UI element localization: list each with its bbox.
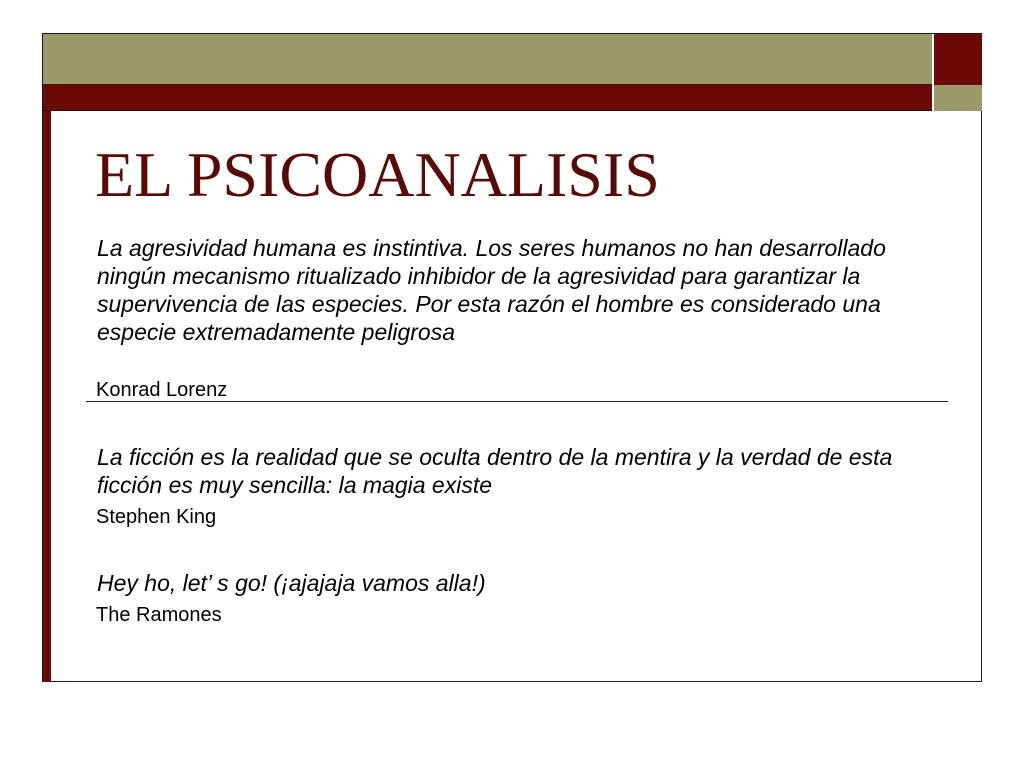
header-band-maroon [43,85,932,111]
left-accent-bar [43,111,51,682]
quote-ramones: Hey ho, let’ s go! (¡ajajaja vamos alla!) [97,570,486,596]
corner-block-olive [932,85,982,111]
quote-lorenz: La agresividad humana es instintiva. Los seres humanos no han desarrollado ningún mecanismo ritualizado inhibidor de la agresividad para garantizar la supervivencia de las especies. Por esta razón el hombre es considerado una especie extremadamente peligrosa [97,235,886,345]
divider-line [86,401,948,402]
author-king: Stephen King [96,506,217,528]
slide-title: EL PSICOANALISIS [95,139,660,210]
slide [42,33,982,682]
corner-block-maroon [932,34,982,85]
author-ramones: The Ramones [96,604,222,626]
author-lorenz: Konrad Lorenz [96,379,228,401]
quote-king: La ficción es la realidad que se oculta dentro de la mentira y la verdad de esta ficción es muy sencilla: la magia existe [97,444,893,498]
header-band-olive [43,34,932,85]
